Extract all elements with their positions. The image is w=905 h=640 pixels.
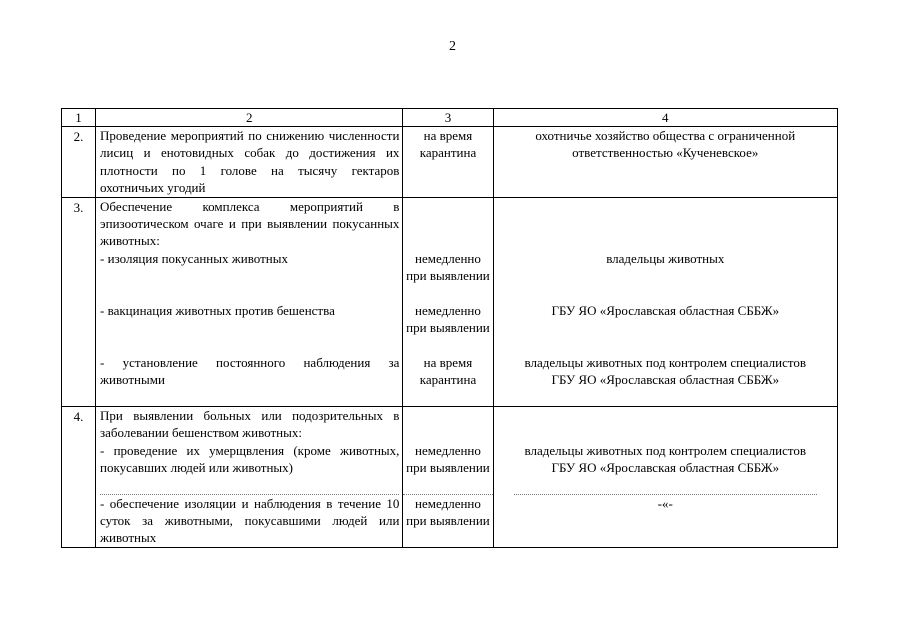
row-number: 2. [62, 127, 96, 198]
measure-text: Проведение мероприятий по снижению численности лисиц и енотовидных собак до достижения их плотности по 1 голове на тысячу гектаров охотничьих угодий [96, 127, 403, 198]
term-cell [403, 406, 493, 547]
table-row [62, 197, 838, 406]
responsible-item: ГБУ ЯО «Ярославская областная СББЖ» [551, 302, 780, 318]
header-cell-3: 3 [403, 109, 493, 127]
term-text: на время карантина [403, 127, 493, 198]
responsible-item: владельцы животных [606, 250, 725, 266]
table-row [62, 127, 838, 198]
term-item: немедленно при выявлении [406, 442, 490, 476]
measure-intro: Обеспечение комплекса мероприятий в эпизоотическом очаге и при выявлении покусанных животных: [100, 198, 400, 249]
measure-intro: При выявлении больных или подозрительных в заболевании бешенством животных: [100, 407, 400, 441]
responsible-item: владельцы животных под контролем специалистов ГБУ ЯО «Ярославская областная СББЖ» [524, 354, 807, 388]
responsible-cell [493, 197, 837, 406]
measures-table [61, 108, 838, 548]
measure-item: - установление постоянного наблюдения за животными [100, 354, 400, 388]
responsible-cell [493, 406, 837, 547]
table-header-row [62, 109, 838, 127]
table-row [62, 406, 838, 547]
header-cell-1: 1 [62, 109, 96, 127]
header-cell-4: 4 [493, 109, 837, 127]
row-number: 4. [62, 406, 96, 547]
measure-cell [96, 197, 403, 406]
responsible-item: владельцы животных под контролем специалистов ГБУ ЯО «Ярославская областная СББЖ» [524, 442, 807, 476]
measure-item: - обеспечение изоляции и наблюдения в течение 10 суток за животными, покусавшими людей или животных [100, 495, 400, 546]
responsible-item: -«- [514, 494, 817, 547]
measure-item: - проведение их умерщвления (кроме животных, покусавших людей или животных) [100, 442, 400, 476]
header-cell-2: 2 [96, 109, 403, 127]
term-cell [403, 197, 493, 406]
term-item: немедленно при выявлении [406, 250, 490, 284]
responsible-text: охотничье хозяйство общества с ограниченной ответственностью «Кученевское» [493, 127, 837, 198]
row-number: 3. [62, 197, 96, 406]
measure-cell [96, 406, 403, 547]
term-item: немедленно при выявлении [406, 302, 490, 336]
page-number: 2 [449, 39, 456, 54]
measure-item: - вакцинация животных против бешенства [100, 302, 335, 318]
measure-item: - изоляция покусанных животных [100, 250, 288, 266]
term-item: на время карантина [419, 354, 477, 388]
term-item: немедленно при выявлении [403, 494, 492, 547]
